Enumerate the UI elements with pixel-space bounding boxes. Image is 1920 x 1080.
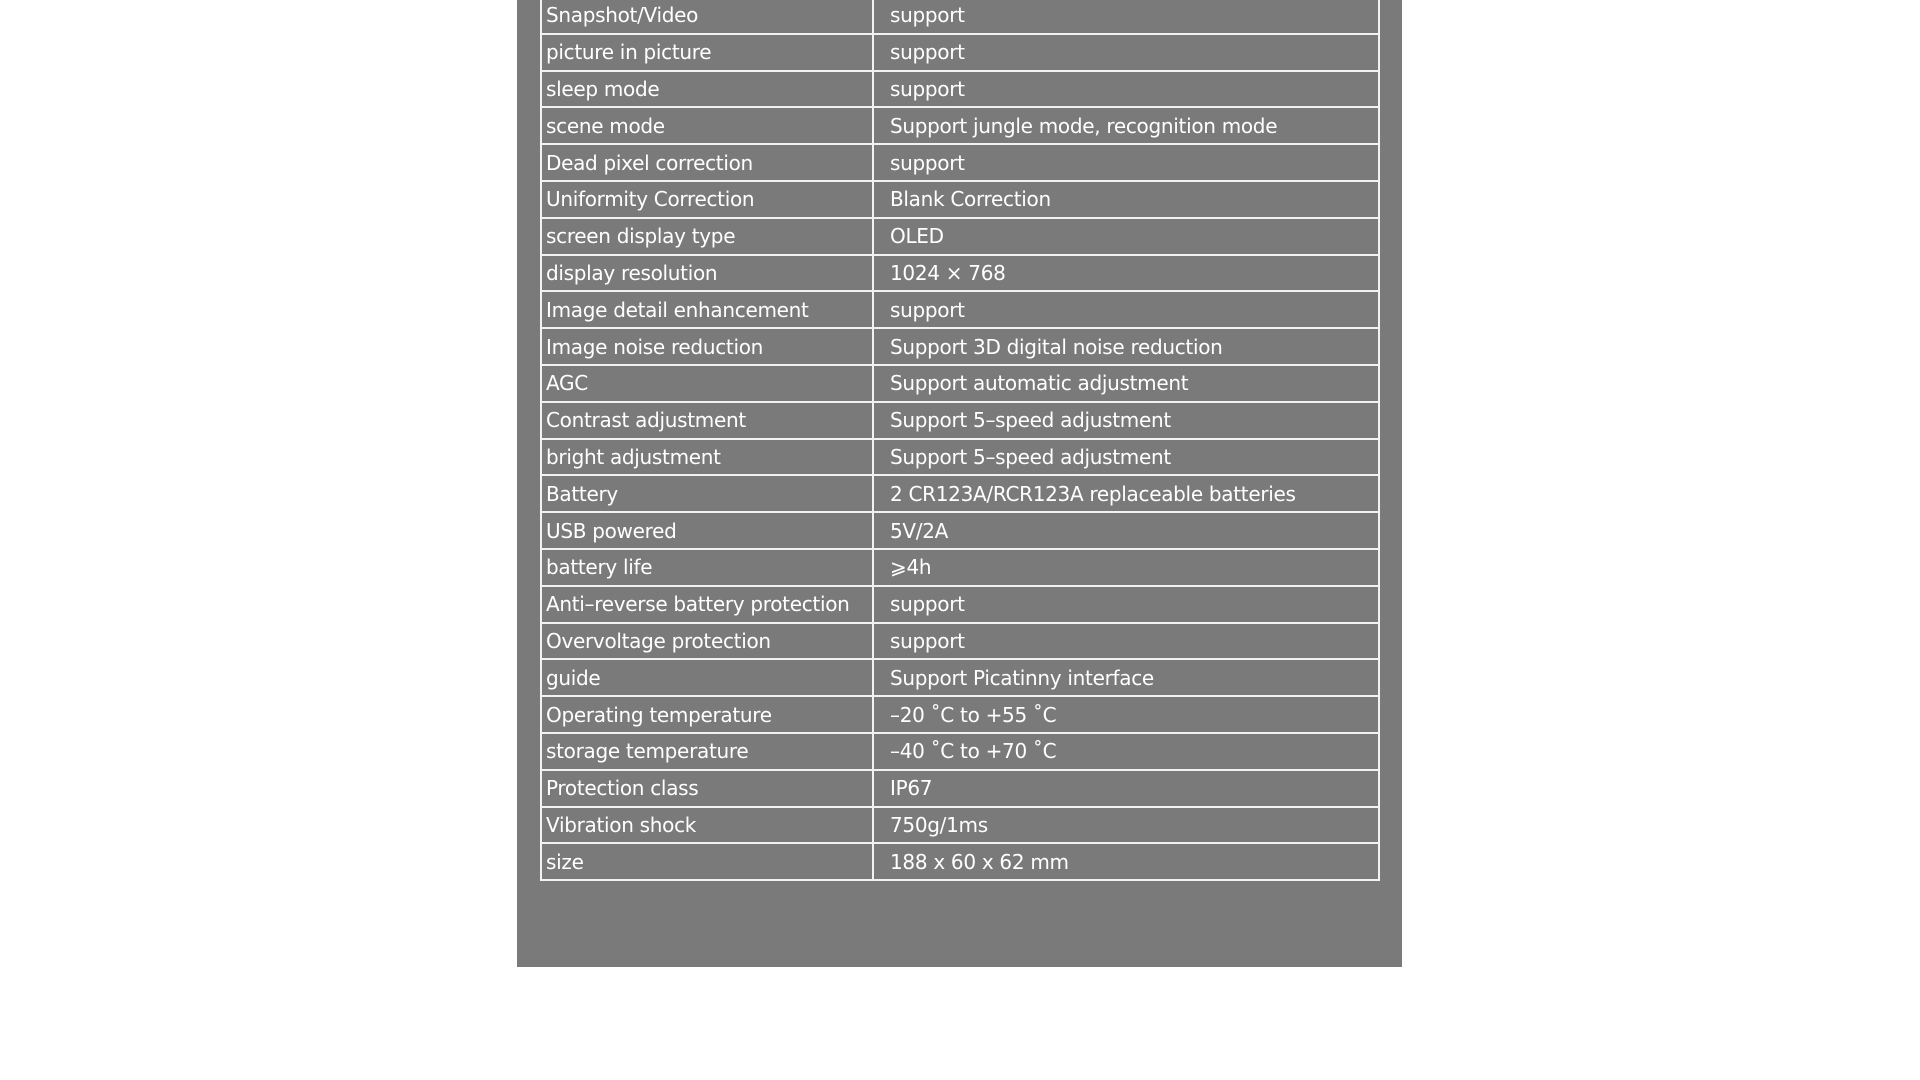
spec-table xyxy=(540,0,1380,881)
spec-label: Overvoltage protection xyxy=(541,623,873,660)
spec-label: size xyxy=(541,843,873,880)
spec-value: Support Picatinny interface xyxy=(873,659,1379,696)
spec-label: Contrast adjustment xyxy=(541,402,873,439)
spec-value: support xyxy=(873,291,1379,328)
spec-value: support xyxy=(873,34,1379,71)
spec-row xyxy=(541,475,1379,512)
spec-label: Operating temperature xyxy=(541,696,873,733)
spec-label: Snapshot/Video xyxy=(541,0,873,34)
spec-label: AGC xyxy=(541,365,873,402)
spec-value: support xyxy=(873,586,1379,623)
spec-label: sleep mode xyxy=(541,71,873,108)
spec-value: support xyxy=(873,0,1379,34)
spec-value: support xyxy=(873,144,1379,181)
spec-value: 750g/1ms xyxy=(873,807,1379,844)
spec-label: guide xyxy=(541,659,873,696)
spec-row xyxy=(541,770,1379,807)
spec-label: battery life xyxy=(541,549,873,586)
spec-label: storage temperature xyxy=(541,733,873,770)
spec-row xyxy=(541,402,1379,439)
spec-value: –20 ˚C to +55 ˚C xyxy=(873,696,1379,733)
spec-label: bright adjustment xyxy=(541,439,873,476)
spec-row xyxy=(541,439,1379,476)
spec-label: Vibration shock xyxy=(541,807,873,844)
spec-label: picture in picture xyxy=(541,34,873,71)
spec-row xyxy=(541,71,1379,108)
spec-row xyxy=(541,34,1379,71)
spec-value: ⩾4h xyxy=(873,549,1379,586)
spec-row xyxy=(541,181,1379,218)
spec-row xyxy=(541,733,1379,770)
spec-row xyxy=(541,512,1379,549)
spec-row xyxy=(541,0,1379,34)
spec-row xyxy=(541,328,1379,365)
spec-label: Protection class xyxy=(541,770,873,807)
spec-row xyxy=(541,659,1379,696)
spec-row xyxy=(541,365,1379,402)
spec-value: 1024 × 768 xyxy=(873,255,1379,292)
spec-value: OLED xyxy=(873,218,1379,255)
spec-label: USB powered xyxy=(541,512,873,549)
spec-label: Anti–reverse battery protection xyxy=(541,586,873,623)
spec-value: Support 3D digital noise reduction xyxy=(873,328,1379,365)
spec-row xyxy=(541,218,1379,255)
spec-value: Support 5–speed adjustment xyxy=(873,439,1379,476)
spec-panel xyxy=(517,0,1402,967)
spec-label: Dead pixel correction xyxy=(541,144,873,181)
spec-row xyxy=(541,843,1379,880)
spec-value: IP67 xyxy=(873,770,1379,807)
spec-value: Blank Correction xyxy=(873,181,1379,218)
spec-value: 188 x 60 x 62 mm xyxy=(873,843,1379,880)
spec-row xyxy=(541,291,1379,328)
spec-row xyxy=(541,107,1379,144)
spec-row xyxy=(541,696,1379,733)
spec-row xyxy=(541,623,1379,660)
spec-row xyxy=(541,144,1379,181)
spec-row xyxy=(541,807,1379,844)
spec-row xyxy=(541,549,1379,586)
spec-value: Support 5–speed adjustment xyxy=(873,402,1379,439)
spec-label: Battery xyxy=(541,475,873,512)
spec-label: Image noise reduction xyxy=(541,328,873,365)
spec-label: Image detail enhancement xyxy=(541,291,873,328)
spec-value: support xyxy=(873,623,1379,660)
spec-value: support xyxy=(873,71,1379,108)
spec-value: Support jungle mode, recognition mode xyxy=(873,107,1379,144)
spec-label: scene mode xyxy=(541,107,873,144)
spec-value: Support automatic adjustment xyxy=(873,365,1379,402)
spec-value: 5V/2A xyxy=(873,512,1379,549)
spec-value: –40 ˚C to +70 ˚C xyxy=(873,733,1379,770)
spec-label: Uniformity Correction xyxy=(541,181,873,218)
spec-label: screen display type xyxy=(541,218,873,255)
spec-row xyxy=(541,255,1379,292)
spec-label: display resolution xyxy=(541,255,873,292)
spec-row xyxy=(541,586,1379,623)
spec-value: 2 CR123A/RCR123A replaceable batteries xyxy=(873,475,1379,512)
spec-table-body xyxy=(541,0,1379,880)
